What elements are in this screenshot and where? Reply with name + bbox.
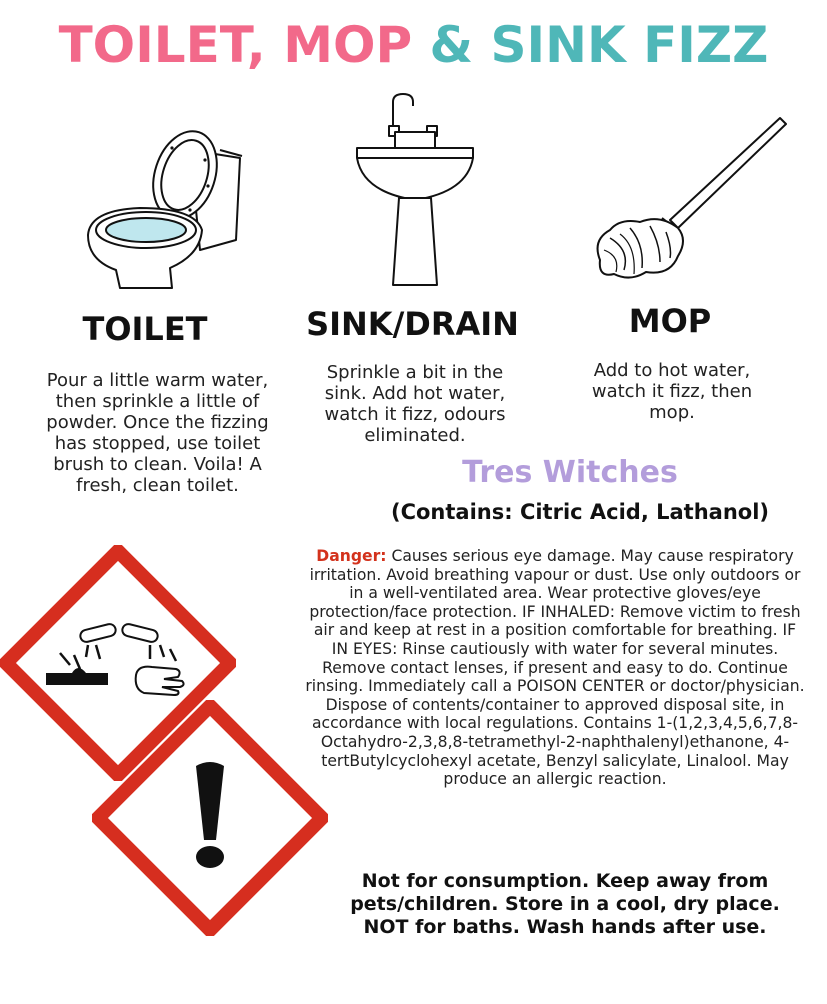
mop-instructions: Add to hot water, watch it fizz, then mop. xyxy=(591,360,753,423)
toilet-instructions: Pour a little warm water, then sprinkle a little of powder. Once the fizzing has stopped, use toilet brush to clean. Voila! A fresh, clean toilet. xyxy=(46,370,269,496)
toilet-heading: TOILET xyxy=(82,310,208,348)
mop-heading: MOP xyxy=(628,302,712,340)
exclamation-hazard-icon xyxy=(92,700,328,936)
page-title xyxy=(0,10,827,80)
contains-text: (Contains: Citric Acid, Lathanol) xyxy=(390,500,770,524)
danger-text: Causes serious eye damage. May cause respiratory irritation. Avoid breathing vapour or dust. Use only outdoors or in a well-ventilated area. Wear protective gloves/eye protection/face protection. IF INHALED: Remove victim to fresh air and keep at rest in a position comfortable for breathing. IF IN EYES: Rinse cautiously with water for several minutes. Remove contact lenses, if present and easy to do. Continue rinsing. Immediately call a POISON CENTER or doctor/physician. Dispose of contents/container to approved disposal site, in accordance with local regulations. Contains 1-(1,2,3,4,5,6,7,8- Octahydro-2,3,8,8-tetramethyl-2-naphthalenyl)ethanone, 4-tertButylcyclohexyl acetate, Benzyl salicylate, Linalool. May produce an allergic reaction. xyxy=(305,547,805,789)
title-part-sink-amp: & SINK xyxy=(412,16,644,74)
title-part-fizz: FIZZ xyxy=(643,16,769,74)
danger-statement xyxy=(305,547,805,789)
footer-warning: Not for consumption. Keep away from pets/children. Store in a cool, dry place. NOT for baths. Wash hands after use. xyxy=(350,870,780,938)
sink-icon xyxy=(355,90,475,290)
brand-name: Tres Witches xyxy=(462,455,678,490)
mop-icon xyxy=(590,110,790,285)
title-part-toilet-mop: TOILET, MOP xyxy=(58,16,413,74)
danger-label: Danger: xyxy=(316,547,387,565)
toilet-icon xyxy=(80,120,250,295)
sink-instructions: Sprinkle a bit in the sink. Add hot water, watch it fizz, odours eliminated. xyxy=(324,362,506,446)
sink-heading: SINK/DRAIN xyxy=(306,305,519,343)
